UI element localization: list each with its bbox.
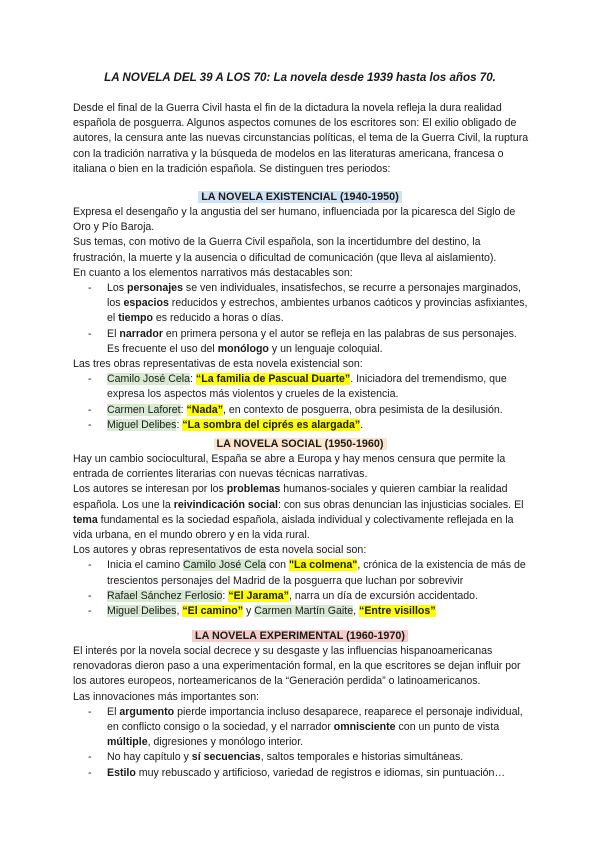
section-heading-experimental: [0, 628, 600, 644]
list-item: - Camilo José Cela: “La familia de Pascual Duarte”. Iniciadora del tremendismo, que expresa los aspectos más violentos y crueles de la existencia.: [73, 372, 529, 402]
section-experimental: [73, 644, 529, 781]
paragraph: Expresa el desengaño y la angustia del ser humano, influenciada por la picaresca del Siglo de Oro y Pío Baroja.: [73, 206, 516, 234]
paragraph: Los autores y obras representativos de esta novela social son:: [73, 544, 367, 557]
author-name: Miguel Delibes: [107, 418, 177, 431]
section-existencial: [73, 205, 529, 433]
author-name: Carmen Martín Gaite: [254, 605, 354, 618]
list-item: - Miguel Delibes: “La sombra del ciprés es alargada”.: [73, 418, 529, 433]
page-title: LA NOVELA DEL 39 A LOS 70: La novela desde 1939 hasta los años 70.: [104, 71, 496, 84]
heading-text: LA NOVELA SOCIAL (1950-1960): [214, 438, 387, 450]
work-title: “La sombra del ciprés es alargada”: [182, 418, 361, 431]
work-title: "La colmena": [288, 559, 358, 572]
list-item: - Rafael Sánchez Ferlosio: “El Jarama”, narra un día de excursión accidentado.: [73, 589, 529, 604]
paragraph: Las innovaciones más importantes son:: [73, 690, 260, 703]
section-heading-social: [0, 436, 600, 452]
works-list: [73, 372, 529, 433]
list-item: - El argumento pierde importancia incluso desaparece, reaparece el personaje individual, en conflicto consigo o la sociedad, y el narrador omnisciente con un punto de vista múltiple, digresiones y monólogo interior.: [73, 705, 529, 751]
author-name: Camilo José Cela: [182, 559, 266, 572]
author-name: Miguel Delibes: [107, 605, 177, 618]
list-item: - El narrador en primera persona y el autor se refleja en las palabras de sus personajes. Es frecuente el uso del monólogo y un lenguaje coloquial.: [73, 327, 529, 357]
intro-paragraph: [73, 101, 529, 177]
work-title: “La familia de Pascual Duarte”: [195, 373, 351, 386]
section-social: [73, 452, 529, 619]
paragraph: Los autores se interesan por los problemas humanos-sociales y quieren cambiar la realidad española. Los une la reivindicación social: con sus obras denuncian las injusticias sociales. El tema fundamental es la sociedad española, aislada individual y colectivamente reflejada en la vida urbana, en el mundo obrero y en la vida rural.: [73, 483, 524, 542]
intro-text: Desde el final de la Guerra Civil hasta el fin de la dictadura la novela refleja la dura realidad española de posguerra. Algunos aspectos comunes de los escritores son: El exilio obligado de autores, la censura ante las nuevas circunstancias políticas, el tema de la Guerra Civil, la ruptura con la tradición narrativa y la búsqueda de modelos en las literaturas americana, francesa o italiana o bien en la tradición española. Se distinguen tres periodos:: [73, 102, 529, 175]
list-item: - Estilo muy rebuscado y artificioso, variedad de registros e idiomas, sin puntuación…: [73, 766, 529, 781]
works-list: [73, 558, 529, 619]
paragraph: Hay un cambio sociocultural, España se abre a Europa y hay menos censura que permite la entrada de corrientes literarias con nuevas técnicas narrativas.: [73, 453, 506, 481]
section-heading-existencial: [0, 189, 600, 205]
work-title: “El Jarama”: [228, 589, 289, 602]
author-name: Camilo José Cela: [107, 373, 191, 386]
heading-text: LA NOVELA EXISTENCIAL (1940-1950): [198, 191, 402, 203]
work-title: “El camino”: [182, 605, 244, 618]
author-name: Carmen Laforet: [107, 403, 181, 416]
list-item: - Inicia el camino Camilo José Cela con "La colmena", crónica de la existencia de más de trescientos personajes del Madrid de la posguerra que luchan por sobrevivir: [73, 558, 529, 588]
paragraph: El interés por la novela social decrece y su desgaste y las influencias hispanoamericanas renovadoras dieron paso a una experimentación formal, en la que escritores se dejan influir por los autores europeos, norteamericanos de la “Generación perdida” o latinoamericanos.: [73, 645, 521, 688]
heading-text: LA NOVELA EXPERIMENTAL (1960-1970): [192, 630, 408, 642]
list-item: - Carmen Laforet: “Nada”, en contexto de posguerra, obra pesimista de la desilusión.: [73, 403, 529, 418]
paragraph: Sus temas, con motivo de la Guerra Civil española, son la incertidumbre del destino, la frustración, la muerte y la ausencia o dificultad de comunicación (que lleva al aislamiento).: [73, 236, 497, 264]
work-title: “Entre visillos”: [359, 605, 436, 618]
bullet-list: [73, 705, 529, 781]
paragraph: Las tres obras representativas de esta novela existencial son:: [73, 358, 363, 371]
list-item: - Miguel Delibes, “El camino” y Carmen Martín Gaite, “Entre visillos”: [73, 604, 529, 619]
list-item: - No hay capítulo y sí secuencias, saltos temporales e historias simultáneas.: [73, 750, 529, 765]
work-title: “Nada”: [186, 403, 223, 416]
paragraph: En cuanto a los elementos narrativos más destacables son:: [73, 266, 353, 279]
author-name: Rafael Sánchez Ferlosio: [107, 589, 223, 602]
bullet-list: [73, 281, 529, 357]
list-item: - Los personajes se ven individuales, insatisfechos, se recurre a personajes marginados, los espacios reducidos y estrechos, ambientes urbanos caóticos y provincias asfixiantes, el tiempo es reducido a horas o días.: [73, 281, 529, 327]
